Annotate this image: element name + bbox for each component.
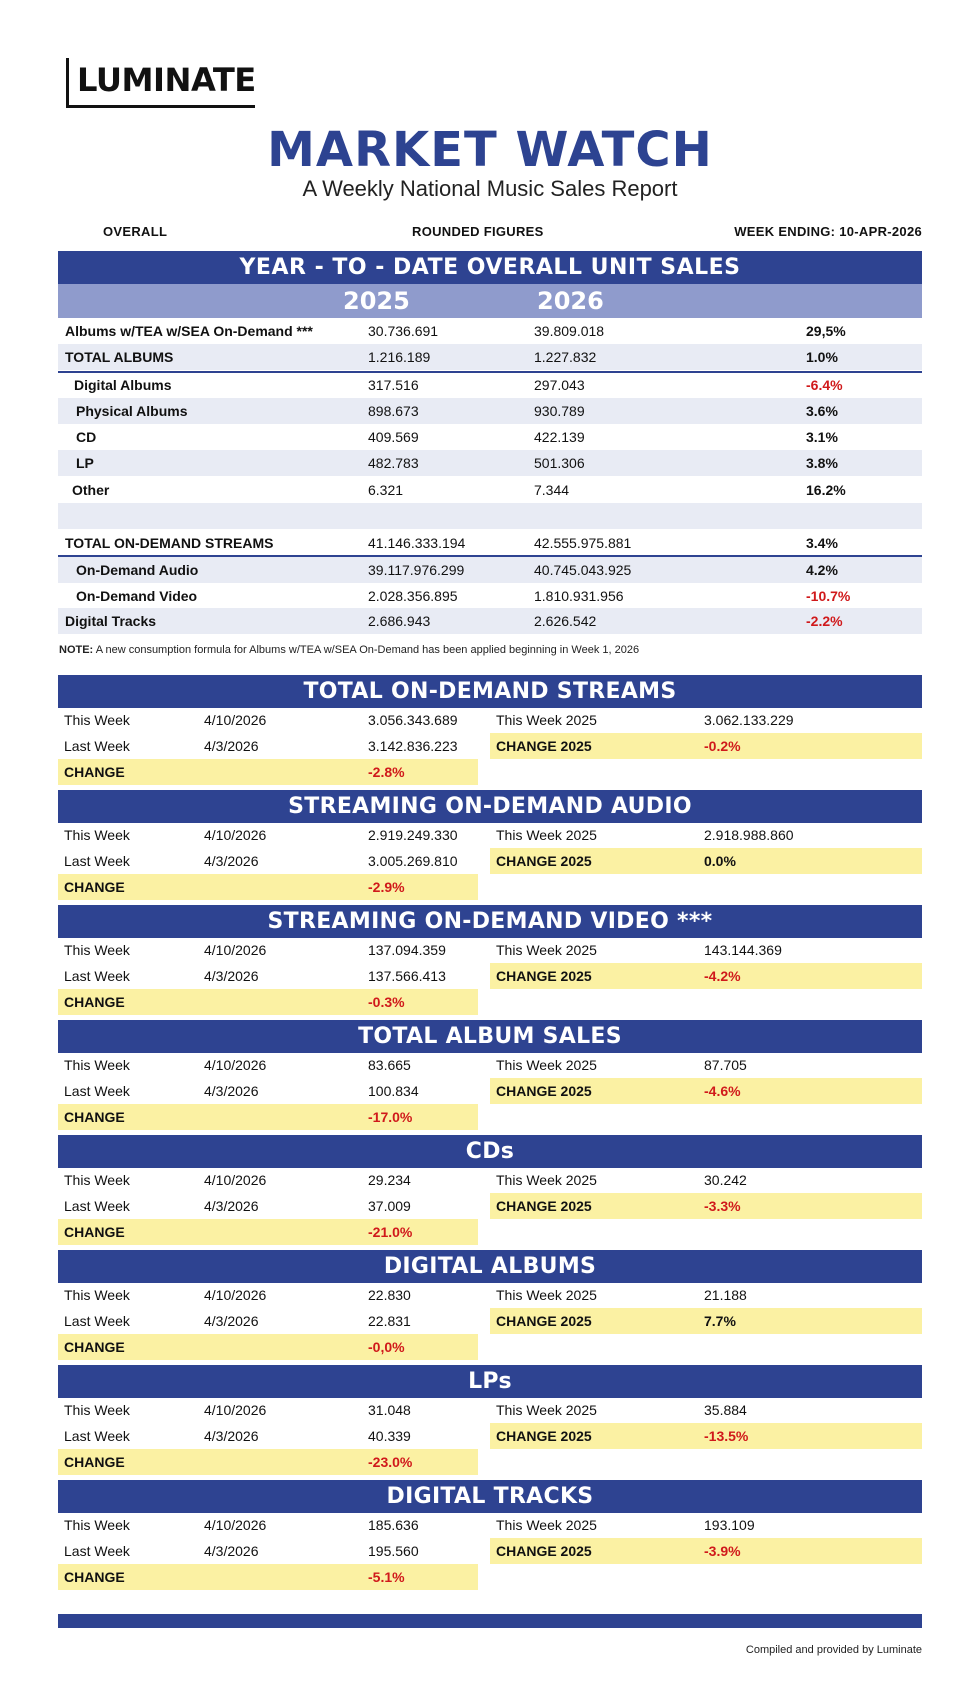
value-2025: 30.736.691 [368, 323, 439, 339]
change-value: -0.3% [368, 994, 405, 1010]
value-2025: 482.783 [368, 455, 419, 471]
this-week-2025-value: 3.062.133.229 [704, 712, 794, 728]
last-week-value: 3.005.269.810 [368, 853, 458, 869]
this-week-value: 2.919.249.330 [368, 827, 458, 843]
last-week-date: 4/3/2026 [204, 1198, 259, 1214]
divider [58, 371, 922, 373]
meta-week-ending: WEEK ENDING: 10-APR-2026 [734, 224, 922, 239]
table-row [58, 372, 922, 398]
last-week-label: Last Week [64, 1543, 130, 1559]
last-week-label: Last Week [64, 853, 130, 869]
table-row [58, 398, 922, 424]
row-label: Digital Albums [74, 377, 172, 393]
section-block [58, 1135, 922, 1245]
section-block [58, 1250, 922, 1360]
table-row [58, 583, 922, 609]
section-title: LPs [58, 1365, 922, 1398]
last-week-date: 4/3/2026 [204, 1313, 259, 1329]
pct-change: 1.0% [806, 349, 838, 365]
footnote-text: A new consumption formula for Albums w/TEA w/SEA On-Demand has been applied beginning in Week 1, 2026 [95, 644, 640, 656]
change-2025-label: CHANGE 2025 [496, 1083, 592, 1099]
credit: Compiled and provided by Luminate [745, 1644, 922, 1656]
page-subtitle: A Weekly National Music Sales Report [302, 176, 678, 201]
pct-change: 3.6% [806, 403, 838, 419]
last-week-label: Last Week [64, 1198, 130, 1214]
last-week-date: 4/3/2026 [204, 1543, 259, 1559]
section-title: STREAMING ON-DEMAND VIDEO *** [58, 905, 922, 938]
change-label: CHANGE [64, 1109, 125, 1125]
change-value: -2.8% [368, 764, 405, 780]
section-block [58, 1365, 922, 1475]
value-2025: 41.146.333.194 [368, 535, 466, 551]
this-week-value: 3.056.343.689 [368, 712, 458, 728]
pct-change: 16.2% [806, 482, 846, 498]
footer-bar [58, 1614, 922, 1628]
value-2025: 6.321 [368, 482, 404, 498]
value-2026: 1.810.931.956 [534, 588, 624, 604]
row-label: CD [76, 429, 97, 445]
this-week-2025-label: This Week 2025 [496, 942, 597, 958]
this-week-label: This Week [64, 1287, 130, 1303]
last-week-value: 40.339 [368, 1428, 411, 1444]
this-week-2025-label: This Week 2025 [496, 1287, 597, 1303]
this-week-label: This Week [64, 712, 130, 728]
change-label: CHANGE [64, 764, 125, 780]
last-week-value: 3.142.836.223 [368, 738, 458, 754]
this-week-2025-label: This Week 2025 [496, 1402, 597, 1418]
value-2025: 1.216.189 [368, 349, 431, 365]
table-row [58, 557, 922, 583]
pct-change: -2.2% [806, 613, 843, 629]
section-title: DIGITAL ALBUMS [58, 1250, 922, 1283]
section-block [58, 1020, 922, 1130]
last-week-value: 37.009 [368, 1198, 411, 1214]
ytd-year-2026: 2026 [537, 287, 604, 315]
this-week-date: 4/10/2026 [204, 942, 267, 958]
change-label: CHANGE [64, 879, 125, 895]
this-week-label: This Week [64, 827, 130, 843]
change-2025-label: CHANGE 2025 [496, 738, 592, 754]
section-title: CDs [58, 1135, 922, 1168]
last-week-label: Last Week [64, 968, 130, 984]
last-week-date: 4/3/2026 [204, 1083, 259, 1099]
this-week-label: This Week [64, 1057, 130, 1073]
ytd-year-row [58, 284, 922, 318]
row-label: TOTAL ON-DEMAND STREAMS [65, 535, 274, 551]
change-2025-value: -0.2% [704, 738, 741, 754]
section-block [58, 675, 922, 785]
pct-change: -10.7% [806, 588, 851, 604]
last-week-date: 4/3/2026 [204, 968, 259, 984]
this-week-value: 31.048 [368, 1402, 411, 1418]
change-2025-label: CHANGE 2025 [496, 1428, 592, 1444]
luminate-logo: LUMINATE [66, 58, 255, 108]
this-week-2025-value: 87.705 [704, 1057, 747, 1073]
change-value: -23.0% [368, 1454, 413, 1470]
pct-change: 3.8% [806, 455, 838, 471]
pct-change: -6.4% [806, 377, 843, 393]
change-2025-value: -4.6% [704, 1083, 741, 1099]
value-2025: 317.516 [368, 377, 419, 393]
this-week-2025-value: 193.109 [704, 1517, 755, 1533]
divider [58, 555, 922, 557]
change-value: -2.9% [368, 879, 405, 895]
row-label: Digital Tracks [65, 613, 157, 629]
change-2025-label: CHANGE 2025 [496, 1543, 592, 1559]
ytd-header: YEAR - TO - DATE OVERALL UNIT SALES [58, 251, 922, 284]
meta-overall: OVERALL [103, 224, 168, 239]
section-title: TOTAL ALBUM SALES [58, 1020, 922, 1053]
last-week-value: 137.566.413 [368, 968, 446, 984]
value-2025: 2.028.356.895 [368, 588, 458, 604]
this-week-value: 83.665 [368, 1057, 411, 1073]
this-week-date: 4/10/2026 [204, 1287, 267, 1303]
this-week-label: This Week [64, 1402, 130, 1418]
change-2025-label: CHANGE 2025 [496, 1198, 592, 1214]
this-week-2025-label: This Week 2025 [496, 1517, 597, 1533]
table-row [58, 477, 922, 503]
row-label: TOTAL ALBUMS [65, 349, 174, 365]
value-2026: 39.809.018 [534, 323, 605, 339]
value-2026: 1.227.832 [534, 349, 597, 365]
pct-change: 3.4% [806, 535, 838, 551]
this-week-2025-label: This Week 2025 [496, 1057, 597, 1073]
footnote-prefix: NOTE: [59, 644, 94, 656]
this-week-date: 4/10/2026 [204, 1057, 267, 1073]
change-2025-value: 0.0% [704, 853, 736, 869]
last-week-label: Last Week [64, 1083, 130, 1099]
last-week-label: Last Week [64, 738, 130, 754]
value-2026: 501.306 [534, 455, 585, 471]
this-week-value: 29.234 [368, 1172, 411, 1188]
this-week-2025-value: 21.188 [704, 1287, 747, 1303]
this-week-date: 4/10/2026 [204, 1172, 267, 1188]
row-label: Physical Albums [76, 403, 188, 419]
table-row [58, 318, 922, 344]
pct-change: 4.2% [806, 562, 838, 578]
value-2025: 39.117.976.299 [368, 562, 465, 578]
table-row [58, 450, 922, 476]
change-value: -5.1% [368, 1569, 405, 1585]
this-week-label: This Week [64, 942, 130, 958]
this-week-date: 4/10/2026 [204, 827, 267, 843]
this-week-date: 4/10/2026 [204, 1517, 267, 1533]
table-row [58, 424, 922, 450]
value-2025: 2.686.943 [368, 613, 431, 629]
last-week-value: 100.834 [368, 1083, 419, 1099]
section-block [58, 905, 922, 1015]
this-week-2025-value: 30.242 [704, 1172, 747, 1188]
last-week-label: Last Week [64, 1313, 130, 1329]
table-row [58, 503, 922, 529]
this-week-2025-value: 2.918.988.860 [704, 827, 794, 843]
value-2026: 40.745.043.925 [534, 562, 632, 578]
change-label: CHANGE [64, 1339, 125, 1355]
this-week-2025-label: This Week 2025 [496, 1172, 597, 1188]
this-week-2025-label: This Week 2025 [496, 712, 597, 728]
last-week-label: Last Week [64, 1428, 130, 1444]
section-title: TOTAL ON-DEMAND STREAMS [58, 675, 922, 708]
change-2025-value: 7.7% [704, 1313, 736, 1329]
last-week-date: 4/3/2026 [204, 738, 259, 754]
section-title: DIGITAL TRACKS [58, 1480, 922, 1513]
section-block [58, 790, 922, 900]
change-label: CHANGE [64, 994, 125, 1010]
this-week-label: This Week [64, 1517, 130, 1533]
value-2025: 409.569 [368, 429, 419, 445]
change-2025-label: CHANGE 2025 [496, 853, 592, 869]
value-2026: 2.626.542 [534, 613, 597, 629]
table-row [58, 530, 922, 556]
change-2025-value: -3.3% [704, 1198, 741, 1214]
value-2026: 930.789 [534, 403, 585, 419]
change-label: CHANGE [64, 1224, 125, 1240]
section-block [58, 1480, 922, 1590]
row-label: Albums w/TEA w/SEA On-Demand *** [65, 323, 313, 339]
row-label: On-Demand Video [76, 588, 198, 604]
pct-change: 3.1% [806, 429, 838, 445]
this-week-2025-value: 143.144.369 [704, 942, 782, 958]
change-value: -17.0% [368, 1109, 413, 1125]
change-value: -0,0% [368, 1339, 405, 1355]
row-label: Other [72, 482, 110, 498]
change-label: CHANGE [64, 1454, 125, 1470]
this-week-2025-value: 35.884 [704, 1402, 747, 1418]
this-week-value: 22.830 [368, 1287, 411, 1303]
change-2025-value: -3.9% [704, 1543, 741, 1559]
this-week-2025-label: This Week 2025 [496, 827, 597, 843]
value-2026: 42.555.975.881 [534, 535, 632, 551]
page-title: MARKET WATCH [267, 122, 713, 178]
value-2026: 7.344 [534, 482, 570, 498]
this-week-label: This Week [64, 1172, 130, 1188]
table-row [58, 608, 922, 634]
this-week-date: 4/10/2026 [204, 1402, 267, 1418]
table-row [58, 344, 922, 370]
this-week-value: 185.636 [368, 1517, 419, 1533]
pct-change: 29,5% [806, 323, 846, 339]
change-2025-label: CHANGE 2025 [496, 1313, 592, 1329]
last-week-date: 4/3/2026 [204, 1428, 259, 1444]
change-label: CHANGE [64, 1569, 125, 1585]
this-week-value: 137.094.359 [368, 942, 446, 958]
change-2025-value: -4.2% [704, 968, 741, 984]
last-week-date: 4/3/2026 [204, 853, 259, 869]
value-2026: 422.139 [534, 429, 585, 445]
value-2025: 898.673 [368, 403, 419, 419]
last-week-value: 22.831 [368, 1313, 411, 1329]
footnote [59, 644, 639, 656]
value-2026: 297.043 [534, 377, 585, 393]
section-title: STREAMING ON-DEMAND AUDIO [58, 790, 922, 823]
last-week-value: 195.560 [368, 1543, 419, 1559]
this-week-date: 4/10/2026 [204, 712, 267, 728]
meta-rounded: ROUNDED FIGURES [412, 224, 544, 239]
row-label: LP [76, 455, 94, 471]
row-label: On-Demand Audio [76, 562, 199, 578]
change-2025-value: -13.5% [704, 1428, 749, 1444]
change-2025-label: CHANGE 2025 [496, 968, 592, 984]
ytd-year-2025: 2025 [343, 287, 410, 315]
change-value: -21.0% [368, 1224, 413, 1240]
